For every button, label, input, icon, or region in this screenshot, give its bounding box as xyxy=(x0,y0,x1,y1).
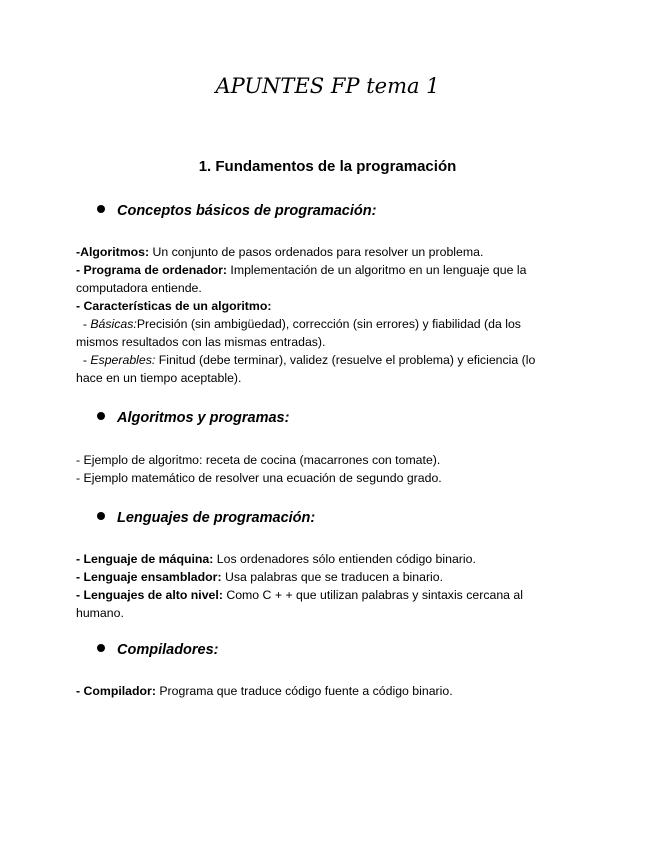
subheading-compiladores xyxy=(97,642,219,658)
text-compilador: Programa que traduce código fuente a código binario. xyxy=(155,684,453,698)
term-ensamblador: - Lenguaje ensamblador: xyxy=(76,570,222,584)
term-maquina: - Lenguaje de máquina: xyxy=(76,552,214,566)
term-algoritmos: -Algoritmos: xyxy=(76,245,150,259)
line-alto-nivel-cont: humano. xyxy=(76,606,124,620)
subheading-conceptos xyxy=(97,203,376,219)
line-algoritmos xyxy=(76,243,566,261)
text-ensamblador: Usa palabras que se traducen a binario. xyxy=(221,570,444,584)
bullet-icon xyxy=(97,205,105,213)
line-esperables-cont: hace en un tiempo aceptable). xyxy=(76,371,242,385)
line-basicas xyxy=(76,315,566,333)
term-esperables: Esperables: xyxy=(90,353,156,367)
subheading-text: Algoritmos y programas: xyxy=(117,410,290,426)
paragraph-conceptos xyxy=(76,243,566,387)
text-esperables-1: Finitud (debe terminar), validez (resuelve el problema) y eficiencia (lo xyxy=(155,353,536,367)
line-esperables xyxy=(76,351,566,369)
line-ejemplo-algoritmo: - Ejemplo de algoritmo: receta de cocina (macarrones con tomate). xyxy=(76,453,441,467)
document-title: APUNTES FP tema 1 xyxy=(215,74,440,98)
text-programa-1: Implementación de un algoritmo en un lenguaje que la xyxy=(227,263,527,277)
subheading-text: Compiladores: xyxy=(117,642,219,658)
text-algoritmos: Un conjunto de pasos ordenados para resolver un problema. xyxy=(149,245,484,259)
term-programa: - Programa de ordenador: xyxy=(76,263,228,277)
prefix-esperables: - xyxy=(76,353,91,367)
line-ensamblador xyxy=(76,568,566,586)
bullet-icon xyxy=(97,644,105,652)
bullet-icon xyxy=(97,512,105,520)
paragraph-algoritmos-programas xyxy=(76,451,566,487)
subheading-text: Lenguajes de programación: xyxy=(117,510,316,526)
text-alto-nivel-1: Como C + + que utilizan palabras y sintaxis cercana al xyxy=(222,588,523,602)
term-caracteristicas: - Características de un algoritmo: xyxy=(76,299,272,313)
term-basicas: Básicas: xyxy=(90,317,137,331)
section-title: 1. Fundamentos de la programación xyxy=(198,158,457,175)
line-basicas-cont: mismos resultados con las mismas entradas). xyxy=(76,335,326,349)
paragraph-compiladores xyxy=(76,682,566,700)
prefix-basicas: - xyxy=(76,317,91,331)
line-compilador xyxy=(76,682,566,700)
line-alto-nivel xyxy=(76,586,566,604)
line-caracteristicas xyxy=(76,297,566,315)
bullet-icon xyxy=(97,412,105,420)
text-maquina: Los ordenadores sólo entienden código binario. xyxy=(213,552,476,566)
subheading-algoritmos-programas xyxy=(97,410,289,426)
line-ejemplo-matematico: - Ejemplo matemático de resolver una ecuación de segundo grado. xyxy=(76,471,442,485)
paragraph-lenguajes xyxy=(76,550,566,622)
text-basicas-1: Precisión (sin ambigüedad), corrección (sin errores) y fiabilidad (da los xyxy=(136,317,521,331)
line-maquina xyxy=(76,550,566,568)
line-programa-cont: computadora entiende. xyxy=(76,281,202,295)
subheading-text: Conceptos básicos de programación: xyxy=(117,203,377,219)
subheading-lenguajes xyxy=(97,510,315,526)
term-compilador: - Compilador: xyxy=(76,684,156,698)
term-alto-nivel: - Lenguajes de alto nivel: xyxy=(76,588,223,602)
line-programa xyxy=(76,261,566,279)
